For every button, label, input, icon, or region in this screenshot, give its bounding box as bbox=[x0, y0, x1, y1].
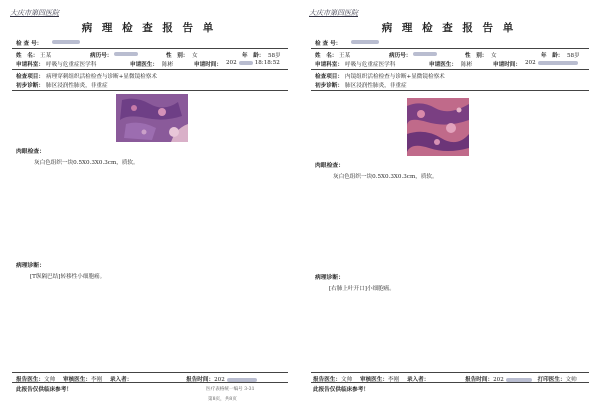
exam-item: 病理穿刺组织活检检查与诊断+显微镜检察术 bbox=[46, 74, 157, 80]
review-doctor: 李刚 bbox=[90, 377, 103, 383]
document-number: 医疗表格统一编号 3-31 bbox=[206, 387, 255, 392]
exam-no-label: 检 查 号： bbox=[315, 41, 342, 47]
report-time: 202 bbox=[493, 377, 504, 383]
signature-row: 报告医生：文帅 审核医生：李刚 录入者： 报告时间：202 bbox=[16, 375, 257, 383]
exam-no-label: 检 查 号： bbox=[16, 41, 43, 47]
patient-name: 王某 bbox=[40, 53, 52, 59]
diagnosis-heading: 病理诊断： bbox=[16, 263, 45, 269]
gross-heading: 肉眼检查： bbox=[16, 149, 45, 155]
divider bbox=[311, 90, 589, 91]
clinical-diagnosis: 肺区浸润性肺炎，非重症 bbox=[46, 83, 108, 89]
dept-label: 申请科室： bbox=[16, 62, 44, 68]
age-label: 年 龄： bbox=[541, 53, 564, 59]
time-label: 申请时间： bbox=[493, 62, 521, 68]
patient-name: 王某 bbox=[339, 53, 351, 59]
clinical-diagnosis: 肺区浸润性肺炎，非重症 bbox=[345, 83, 407, 89]
report-time: 202 bbox=[214, 377, 225, 383]
pathology-report-right bbox=[303, 6, 595, 404]
record-no-redacted bbox=[114, 51, 138, 57]
record-no-redacted bbox=[413, 51, 437, 57]
divider bbox=[12, 90, 288, 91]
divider bbox=[311, 48, 589, 49]
name-label: 姓 名： bbox=[315, 53, 338, 59]
gross-heading: 肉眼检查： bbox=[315, 163, 344, 169]
patient-sex: 女 bbox=[192, 53, 198, 59]
patient-age: 58岁 bbox=[268, 53, 281, 59]
footer-note: 此报告仅供临床参考！ bbox=[16, 387, 72, 393]
patient-sex: 女 bbox=[491, 53, 497, 59]
sex-label: 性 别： bbox=[166, 53, 189, 59]
signature-row: 报告医生：文帅 审核医生：李刚 录入者： 报告时间：202 打印医生：文帅 bbox=[313, 377, 577, 383]
request-time: 202 18:18:52 bbox=[226, 60, 280, 66]
report-doctor: 文帅 bbox=[43, 377, 56, 383]
exam-item: 内镜组织活检检查与诊断+显微镜检察术 bbox=[345, 74, 445, 80]
hospital-name: 大庆市第四医院 bbox=[10, 9, 59, 17]
item-label: 检查项目： bbox=[16, 74, 44, 80]
histology-image bbox=[116, 94, 188, 142]
clinical-label: 初步诊断： bbox=[16, 83, 44, 89]
report-doctor: 文帅 bbox=[340, 377, 353, 383]
review-doctor: 李刚 bbox=[387, 377, 400, 383]
pathology-report-left bbox=[4, 6, 294, 404]
divider bbox=[12, 48, 288, 49]
hospital-name: 大庆市第四医院 bbox=[309, 9, 358, 17]
time-label: 申请时间： bbox=[194, 62, 222, 68]
divider bbox=[12, 382, 288, 383]
page-number: 第8页，共8页 bbox=[208, 397, 237, 402]
dept-label: 申请科室： bbox=[315, 62, 343, 68]
doctor-label: 申请医生： bbox=[429, 62, 457, 68]
divider bbox=[12, 372, 288, 373]
histology-image bbox=[407, 98, 469, 156]
diagnosis-text: [T纵隔巴结]转移性小细胞癌。 bbox=[30, 274, 106, 280]
patient-age: 58岁 bbox=[567, 53, 580, 59]
exam-no-redacted bbox=[52, 39, 80, 45]
print-doctor: 文帅 bbox=[565, 377, 577, 383]
divider bbox=[12, 69, 288, 70]
sex-label: 性 别： bbox=[465, 53, 488, 59]
clinical-label: 初步诊断： bbox=[315, 83, 343, 89]
request-dept: 呼吸与危重症医学科 bbox=[345, 62, 396, 68]
gross-text: 灰白色组织一块0.5X0.3X0.3cm，质软。 bbox=[333, 174, 438, 180]
divider bbox=[311, 372, 589, 373]
record-no-label: 病历号： bbox=[389, 53, 412, 59]
record-no-label: 病历号： bbox=[90, 53, 113, 59]
divider bbox=[311, 69, 589, 70]
request-doctor: 陈彬 bbox=[461, 62, 473, 68]
divider bbox=[311, 382, 589, 383]
item-label: 检查项目： bbox=[315, 74, 343, 80]
request-time: 202 bbox=[525, 60, 578, 66]
gross-text: 灰白色组织一块0.5X0.3X0.3cm，质软。 bbox=[34, 160, 139, 166]
exam-no-redacted bbox=[351, 39, 379, 45]
diagnosis-text: [右肺上叶开口]小细胞癌。 bbox=[329, 286, 395, 292]
request-dept: 呼吸与危重症医学科 bbox=[46, 62, 97, 68]
age-label: 年 龄： bbox=[242, 53, 265, 59]
name-label: 姓 名： bbox=[16, 53, 39, 59]
footer-note: 此报告仅供临床参考！ bbox=[313, 387, 369, 393]
diagnosis-heading: 病理诊断： bbox=[315, 275, 344, 281]
report-title: 病 理 检 查 报 告 单 bbox=[81, 22, 217, 34]
request-doctor: 陈彬 bbox=[162, 62, 174, 68]
doctor-label: 申请医生： bbox=[130, 62, 158, 68]
report-title: 病 理 检 查 报 告 单 bbox=[381, 22, 517, 34]
